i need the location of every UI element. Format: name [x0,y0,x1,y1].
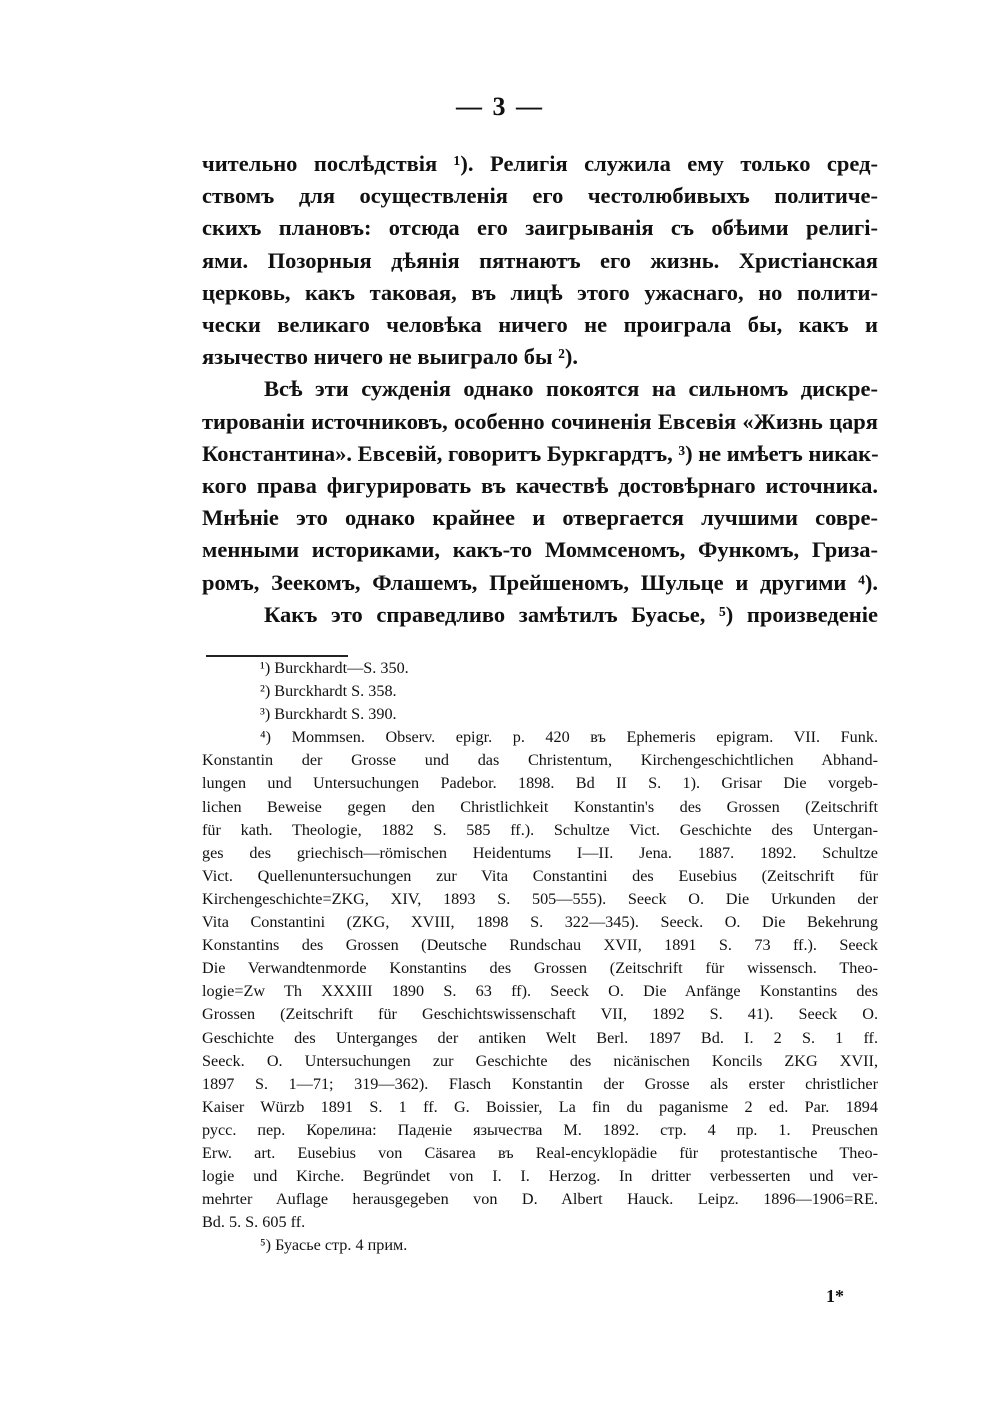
main-text [202,148,878,631]
footnote-line: Geschichte des Unterganges der antiken Welt Berl. 1897 Bd. I. 2 S. 1 ff. [202,1028,878,1047]
footnote-line: ²) Burckhardt S. 358. [260,682,397,701]
text-line: чески великаго человѣка ничего не проиграла бы, какъ и [202,312,878,338]
footnote-line: lungen und Untersuchungen Padebor. 1898. Bd II S. 1). Grisar Die vorgeb- [202,774,878,793]
text-line: Мнѣніе это однако крайнее и отвергается лучшими совре- [202,505,878,531]
footnote-line: ¹) Burckhardt—S. 350. [260,659,409,677]
page-number: — 3 — [456,92,544,121]
text-line: язычество ничего не выиграло бы ²). [202,344,579,370]
footnote-line: mehrter Auflage herausgegeben von D. Albert Hauck. Leipz. 1896—1906=RE. [202,1190,878,1209]
footnote-line: Kirchengeschichte=ZKG, XIV, 1893 S. 505—555). Seeck O. Die Urkunden der [202,889,878,908]
footnote-line: 1897 S. 1—71; 319—362). Flasch Konstantin der Grosse als erster christlicher [202,1074,878,1093]
footnote-line: Grossen (Zeitschrift für Geschichtswissenschaft VII, 1892 S. 41). Seeck O. [202,1005,878,1024]
footnote-line: Vict. Quellenuntersuchungen zur Vita Constantini des Eusebius (Zeitschrift für [202,866,878,885]
footnote-line: Vita Constantini (ZKG, XVIII, 1898 S. 322—345). Seeck. O. Die Bekehrung [202,913,878,932]
text-line: тированіи источниковъ, особенно сочиненія Евсевія «Жизнь царя [202,408,878,434]
footnote-line: logie=Zw Th XXXIII 1890 S. 63 ff). Seeck O. Die Anfänge Konstantins des [202,982,878,1001]
footnote-line: Bd. 5. S. 605 ff. [202,1213,306,1232]
text-line: скихъ плановъ: отсюда его заигрыванія съ обѣими религі- [202,215,878,241]
text-line: ствомъ для осуществленія его честолюбивыхъ политиче- [202,183,878,209]
footnote-line: für kath. Theologie, 1882 S. 585 ff.). Schultze Vict. Geschichte des Untergan- [202,820,878,839]
footnotes [202,657,878,1257]
text-line: ромъ, Зеекомъ, Флашемъ, Прейшеномъ, Шульце и другими ⁴). [202,569,878,595]
text-line: Всѣ эти сужденія однако покоятся на сильномъ дискре- [264,376,878,402]
text-line: чительно послѣдствія ¹). Религія служила ему только сред- [202,151,878,176]
footnote-line: lichen Beweise gegen den Christlichkeit Konstantin's des Grossen (Zeitschrift [202,797,878,816]
text-line: менными историками, какъ-то Моммсеномъ, Функомъ, Гриза- [202,537,878,563]
footnote-line: Konstantin der Grosse und das Christentum, Kirchengeschichtlichen Abhand- [202,751,878,770]
footnote-line: Seeck. O. Untersuchungen zur Geschichte des nicänischen Koncils ZKG XVII, [202,1051,878,1070]
text-line: Константина». Евсевій, говоритъ Буркгардтъ, ³) не имѣетъ никак- [202,440,879,466]
footnote-line: русс. пер. Корелина: Паденіе язычества М. 1892. стр. 4 пр. 1. Preuschen [202,1120,878,1139]
footnote-line: ⁵) Буасье стр. 4 прим. [260,1236,408,1255]
printer-signature-mark: 1* [826,1286,844,1306]
footnote-line: Konstantins des Grossen (Deutsche Rundschau XVII, 1891 S. 73 ff.). Seeck [202,936,878,955]
text-line: Какъ это справедливо замѣтилъ Буасье, ⁵) произведеніе [264,601,878,627]
text-line: церковь, какъ таковая, въ лицѣ этого ужаснаго, но полити- [202,279,878,305]
footnote-line: ⁴) Mommsen. Observ. epigr. p. 420 въ Ephemeris epigram. VII. Funk. [260,728,878,747]
footnote-line: Erw. art. Eusebius von Cäsarea въ Real-encyklopädie für protestantische Theo- [202,1143,878,1162]
footnote-line: ³) Burckhardt S. 390. [260,705,397,724]
footnote-line: Kaiser Würzb 1891 S. 1 ff. G. Boissier, La fin du paganisme 2 ed. Par. 1894 [202,1097,878,1116]
text-line: кого права фигурировать въ качествѣ достовѣрнаго источника. [202,473,878,499]
footnote-line: Die Verwandtenmorde Konstantins des Grossen (Zeitschrift für wissensch. Theo- [202,959,878,978]
footnote-line: logie und Kirche. Begründet von I. I. Herzog. In dritter verbesserten und ver- [202,1167,878,1186]
footnote-line: ges des griechisch—römischen Heidentums I—II. Jena. 1887. 1892. Schultze [202,843,878,862]
text-line: ями. Позорныя дѣянія пятнаютъ его жизнь. Христіанская [202,247,878,273]
